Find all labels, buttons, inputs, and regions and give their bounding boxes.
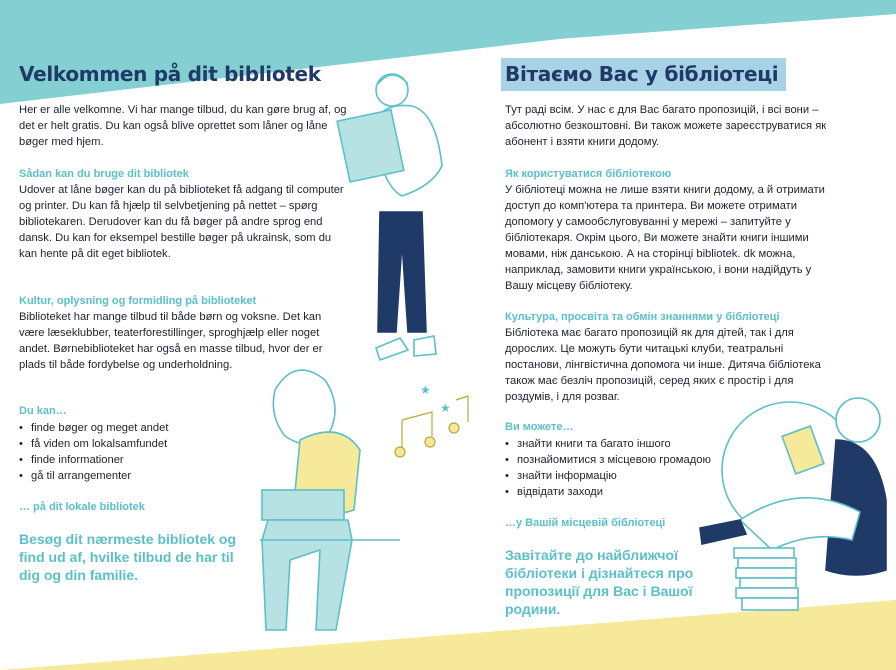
danish-section2-text: Biblioteket har mange tilbud til både børn og voksne. Det kan være læseklubber, teaterforestillinger, sproghjælp eller noget andet. Børnebiblioteket har også en masse tilbud, hvor der er plads til både fordybelse og underholdning. [19,311,323,371]
ukrainian-section1-text: У бібліотеці можна не лише взяти книги додому, а й отримати доступ до комп'ютера та принтера. Ви можете отримати допомогу у самообслуговуванні у мережі – запитуйте у бібліотекаря. Окрім цього, Ви можете знайти книги іншими мовами, ніж данською. А на сторінці bibliotek. dk можна, наприклад, замовити книги українською, і вони надійдуть у Вашу місцеву бібліотеку. [505,184,825,292]
list-item: • знайти книги та багато іншого [505,436,711,452]
list-item: • gå til arrangementer [19,468,168,484]
danish-list [19,420,168,484]
danish-section3-heading: Du kan… [19,405,67,417]
danish-section1-text: Udover at låne bøger kan du på biblioteket få adgang til computer og printer. Du kan få hjælp til selvbetjening på nettet – spørg bibliotekaren. Derudover kan du få bøger på andre sprog end dansk. Du kan for eksempel bestille bøger på ukrainsk, som du kan hente på dit eget bibliotek. [19,184,344,260]
danish-intro: Her er alle velkomne. Vi har mange tilbud, du kan gøre brug af, og det er helt gratis. Du kan også blive oprettet som låner og låne bøger med hjem. [19,104,347,148]
danish-title: Velkommen på dit bibliotek [19,62,321,86]
ukrainian-section3-heading: Ви можете… [505,421,574,433]
danish-section2-heading: Kultur, oplysning og formidling på biblioteket [19,295,257,307]
ukrainian-list [505,436,711,500]
danish-section4-heading: … på dit lokale bibliotek [19,501,145,513]
ukrainian-section2-text: Бібліотека має багато пропозицій як для дітей, так і для дорослих. Це можуть бути читацькі клуби, театральні постанови, лінгвістична допомога чи інше. Дитяча бібліотека також має безліч пропозицій, серед яких є простір і для роздумів, і для розваг. [505,327,821,403]
list-item: • познайомитися з місцевою громадою [505,452,711,468]
list-item: • знайти інформацію [505,468,711,484]
ukrainian-intro: Тут раді всім. У нас є для Вас багато пропозицій, і всі вони – абсолютно безкоштовні. Ви також можете зареєструватися як абонент і взяти книги додому. [505,104,827,148]
list-item: • få viden om lokalsamfundet [19,436,168,452]
danish-section1-heading: Sådan kan du bruge dit bibliotek [19,168,189,180]
music-notes-illustration [395,383,468,457]
svg-text:★: ★ [440,401,451,415]
list-item: • finde informationer [19,452,168,468]
list-item: • finde bøger og meget andet [19,420,168,436]
ukrainian-section1-heading: Як користуватися бібліотекою [505,168,672,180]
ukrainian-section4-heading: …у Вашій місцевій бібліотеці [505,517,666,529]
ukrainian-title: Вітаємо Вас у бібліотеці [501,58,786,91]
svg-text:★: ★ [420,383,431,397]
child-reading-illustration [260,370,400,630]
standing-reader-illustration [337,74,442,360]
woman-in-chair-illustration [700,398,886,610]
danish-call-to-action: Besøg dit nærmeste bibliotek og find ud af, hvilke tilbud de har til dig og din familie. [19,531,237,583]
ukrainian-section2-heading: Культура, просвіта та обмін знаннями у бібліотеці [505,311,780,323]
list-item: • відвідати заходи [505,484,711,500]
ukrainian-call-to-action: Завітайте до найближчої бібліотеки і дізнайтеся про пропозиції для Вас і Вашої родини. [505,547,694,617]
